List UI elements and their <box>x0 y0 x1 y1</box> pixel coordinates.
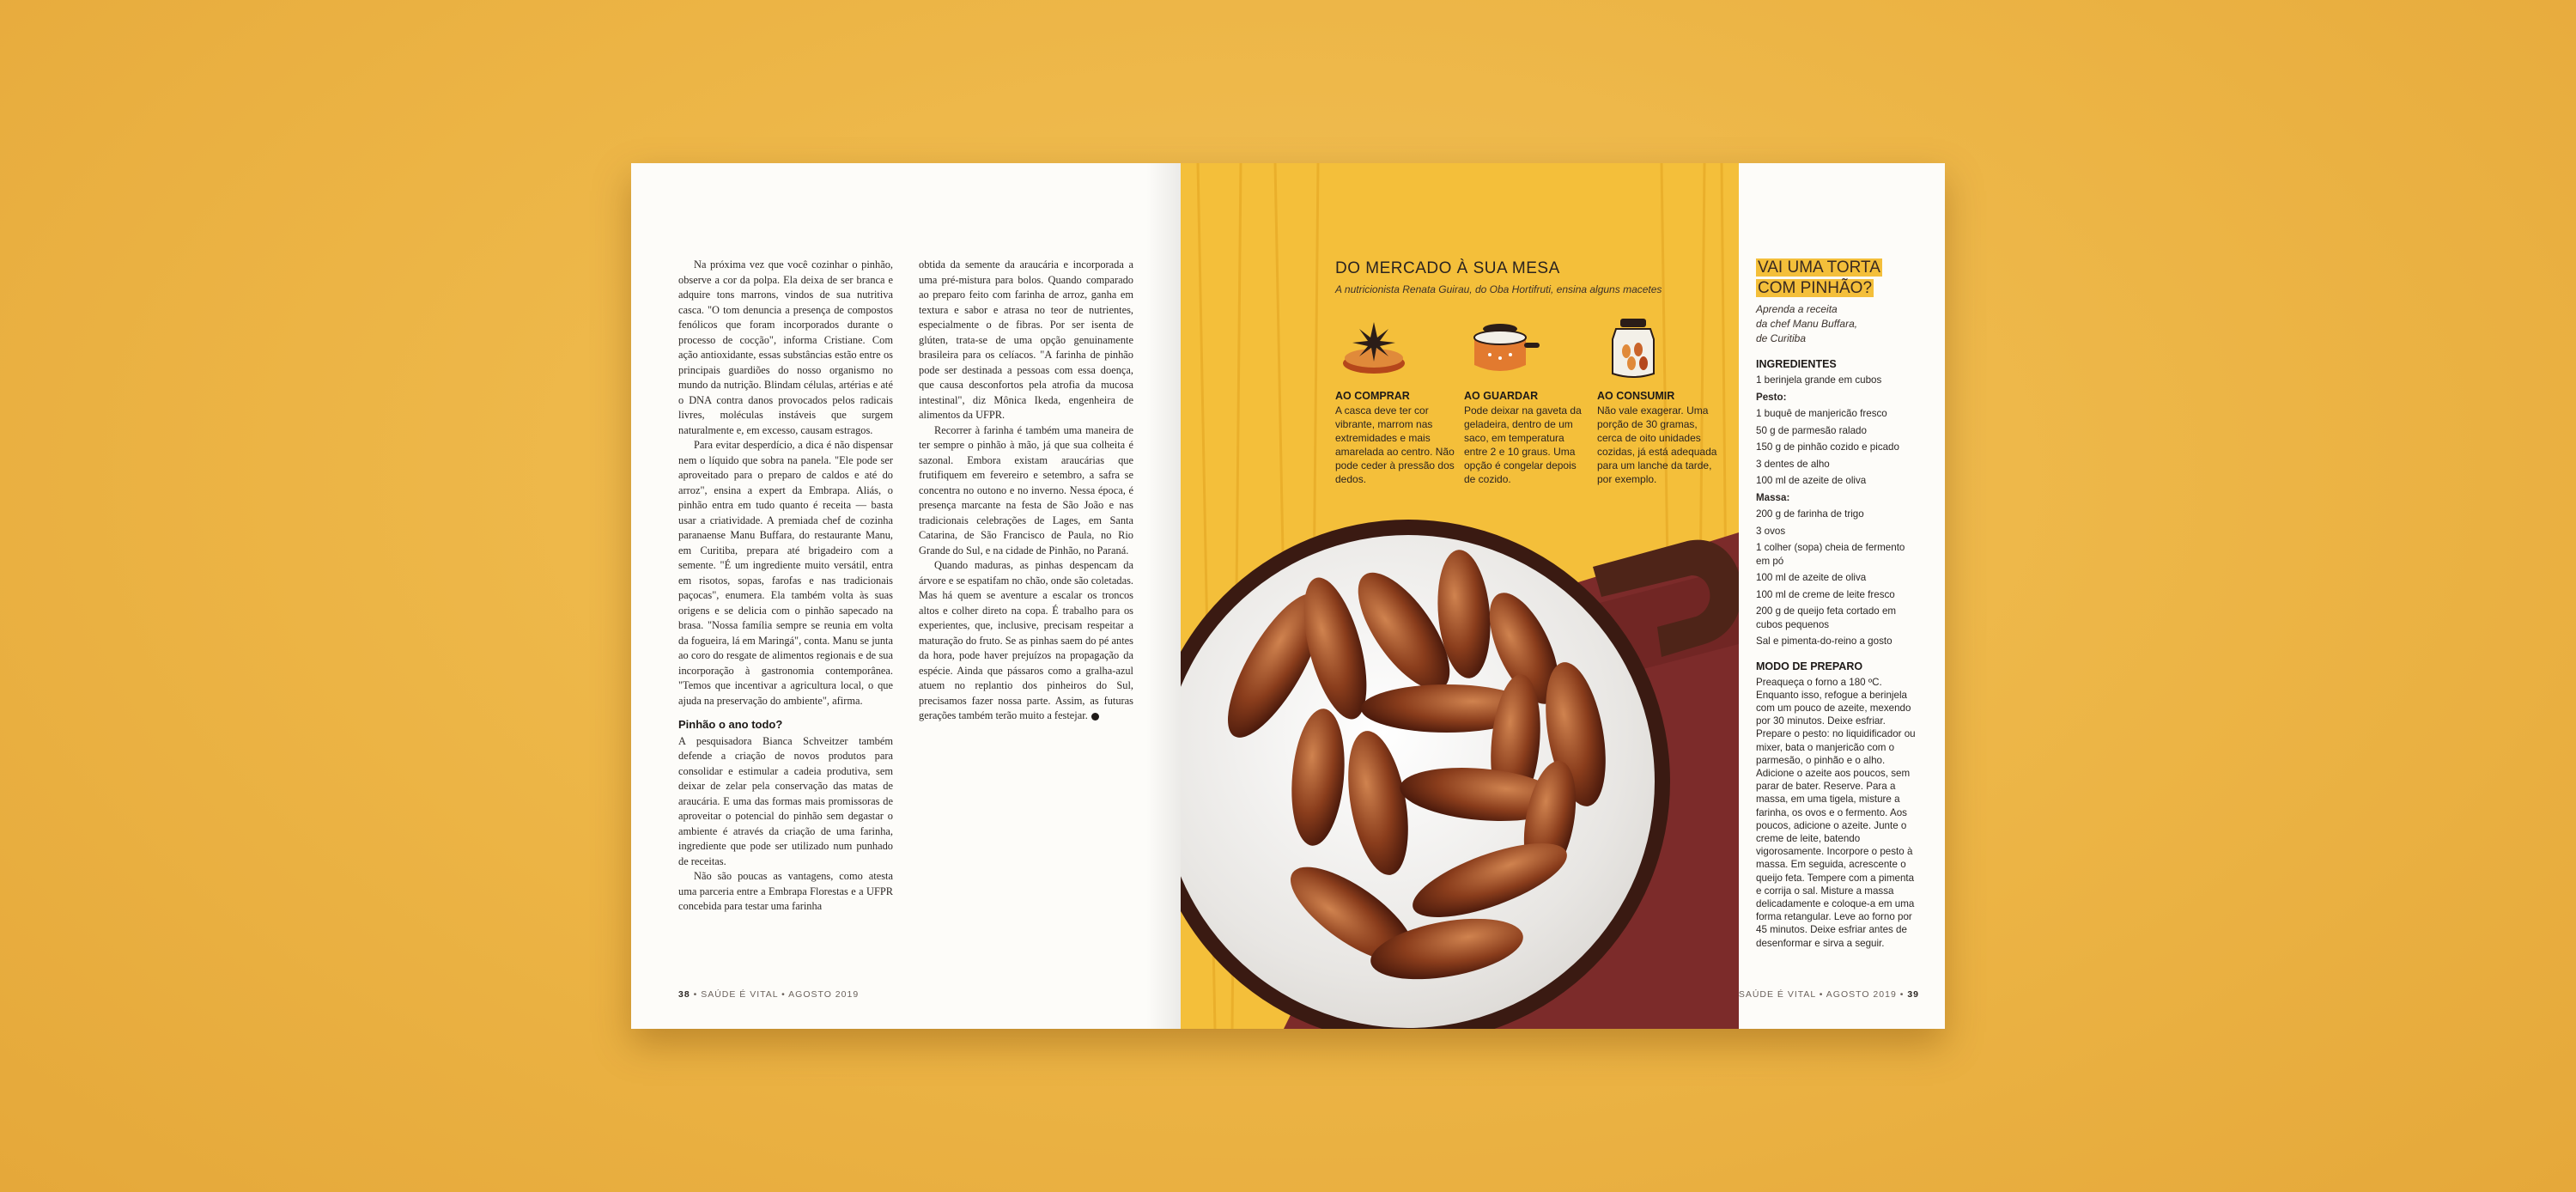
paragraph: Não são poucas as vantagens, como atesta uma parceria entre a Embrapa Florestas e a UFPR concebida para testar uma farinha <box>678 870 893 912</box>
recipe-title <box>1756 258 1919 299</box>
ingredient-item: 100 ml de creme de leite fresco <box>1756 588 1895 600</box>
ingredient-item: Sal e pimenta-do-reino a gosto <box>1756 636 1893 647</box>
ingredient-item: 150 g de pinhão cozido e picado <box>1756 441 1899 453</box>
page-number: 38 <box>678 989 690 1000</box>
jar-icon <box>1597 313 1674 382</box>
recipe-intro-line: de Curitiba <box>1756 332 1807 344</box>
tip-text: Não vale exagerar. Uma porção de 30 gramas, cerca de oito unidades cozidas, já está adequada para um lanche da tarde, por exemplo. <box>1597 404 1717 485</box>
illustration-panel <box>1181 163 1739 1029</box>
ingredient-item: 50 g de parmesão ralado <box>1756 424 1867 436</box>
ingredients-list <box>1756 374 1919 648</box>
box-subtitle: A nutricionista Renata Guirau, do Oba Hortifruti, ensina alguns macetes <box>1335 283 1662 295</box>
page-folio-left <box>678 989 859 1000</box>
paragraph <box>919 558 1133 724</box>
page-number: 39 <box>1907 989 1919 1000</box>
paragraph: obtida da semente da araucária e incorporada a uma pré-mistura para bolos. Quando comparado ao preparo feito com farinha de arroz, ganha em textura e sabor e atrasa no teor de nutrientes, especialmente o de fibras. Por ser isenta de glúten, trata-se de uma opção genuinamente brasileira para os celíacos. "A farinha de pinhão pode ser destinada a pessoas com essa doença, que causa desconfortos pela atrofia da mucosa intestinal", diz Mônica Ikeda, engenheira de alimentos da UFPR. <box>919 258 1133 421</box>
tip-title: AO GUARDAR <box>1464 390 1539 402</box>
subheading: Pinhão o ano todo? <box>678 718 783 731</box>
page-folio-right <box>1739 989 1919 1000</box>
ingredient-item: 3 ovos <box>1756 525 1786 537</box>
tip-title: AO CONSUMIR <box>1597 390 1675 402</box>
prep-heading: MODO DE PREPARO <box>1756 660 1863 672</box>
ingredient-item: 100 ml de azeite de oliva <box>1756 572 1867 583</box>
paragraph: Recorrer à farinha é também uma maneira de ter sempre o pinhão à mão, já que sua colheita é sazonal. Embora existam araucárias que frutifiquem em fevereiro e setembro, a safra se concentra no outono e no inverno. Nessa época, é presença marcante na festa de São João e nas tradicionais celebrações de Lages, em Santa Catarina, de São Francisco de Paula, no Rio Grande do Sul, e na cidade de Pinhão, no Paraná. <box>919 423 1133 556</box>
paragraph: Para evitar desperdício, a dica é não dispensar nem o líquido que sobra na panela. "Ele pode ser aproveitado para o preparo de caldos e até do arroz", ensina a expert da Embrapa. Aliás, o pinhão entra em tudo quanto é receita — basta usar a criatividade. A premiada chef de cozinha paranaense Manu Buffara, do restaurante Manu, em Curitiba, prepara até brigadeiro com a semente. "É um ingrediente muito versátil, entra em risotos, sopas, farofas e nas tradicionais paçocas", enumera. Ela também volta às suas origens e se delicia com o pinhão sapecado na brasa. "Nossa família sempre se reunia em volta da fogueira, lá em Maringá", conta. Manu se junta ao coro do resgate de alimentos regionais e de sua incorporação à gastronomia contemporânea. "Temos que incentivar a agricultura local, o que ajuda na preservação do ambiente", afirma. <box>678 439 893 707</box>
paragraph: A pesquisadora Bianca Schveitzer também defende a criação de novos produtos para consolidar e estimular a cadeia produtiva, sem deixar de zelar pela conservação das matas de araucária. E uma das formas mais promissoras de aproveitar o potencial do pinhão sem degastar o ambiente é através da criação de uma farinha, ingrediente que pode ser utilizado num punhado de receitas. <box>678 734 893 867</box>
gutter-shadow <box>1146 163 1181 1029</box>
cooking-pot-icon <box>1464 313 1541 382</box>
paragraph: Na próxima vez que você cozinhar o pinhão, observe a cor da polpa. Ela deixa de ser branca e adquire tons marrons, vindos de sua nutritiva casca. "O tom denuncia a presença de compostos fenólicos que foram incorporados durante o processo de cocção", informa Cristiane. Com ação antioxidante, essas substâncias estão entre os principais guardiões do nosso organismo no mundo da nutrição. Blindam células, artérias e até o DNA contra danos provocados pelos radicais livres, moléculas instáveis que surgem naturalmente e, em excesso, causam estragos. <box>678 258 893 436</box>
pot-with-pinhoes <box>1181 520 1670 1029</box>
tip-title: AO COMPRAR <box>1335 390 1410 402</box>
folio-text: SAÚDE É VITAL • AGOSTO 2019 • <box>1738 989 1905 1000</box>
recipe-intro-line: da chef Manu Buffara, <box>1756 318 1858 330</box>
left-page <box>631 163 1181 1029</box>
pinecone-seed-icon <box>1335 313 1413 382</box>
recipe-intro <box>1756 302 1919 346</box>
ingredient-item: 1 buquê de manjericão fresco <box>1756 408 1887 419</box>
ingredient-item: 200 g de farinha de trigo <box>1756 508 1864 520</box>
ingredient-item: 3 dentes de alho <box>1756 458 1830 470</box>
text-column-2 <box>919 258 1133 724</box>
recipe-title-line: VAI UMA TORTA <box>1758 258 1880 277</box>
box-title: DO MERCADO À SUA MESA <box>1335 259 1560 277</box>
recipe-sidebar <box>1756 258 1919 950</box>
pinhao-seeds <box>1181 520 1670 1029</box>
recipe-title-line: COM PINHÃO? <box>1758 279 1873 297</box>
recipe-intro-line: Aprenda a receita <box>1756 303 1838 315</box>
ingredient-item: 200 g de queijo feta cortado em cubos pequenos <box>1756 605 1897 630</box>
tip-text: A casca deve ter cor vibrante, marrom nas extremidades e mais amarelada ao centro. Não pode ceder à pressão dos dedos. <box>1335 404 1455 485</box>
ingredient-group-label: Massa: <box>1756 491 1790 503</box>
paragraph-text: Quando maduras, as pinhas despencam da árvore e se espatifam no chão, onde são coletadas. Mas há quem se aventure a escalar os troncos altos e colher direto na copa. É trabalho para os experientes, que, inclusive, precisam respeitar a maturação do fruto. Se as pinhas saem do pé antes da hora, pode haver prejuízos na propagação da espécie. Ainda que pássaros como a gralha-azul atuem no replantio dos pinheiros do Sul, precisamos fazer nossa parte. Assim, as futuras gerações também terão muito a festejar. <box>919 559 1133 721</box>
ingredient-group-label: Pesto: <box>1756 391 1787 403</box>
text-column-1 <box>678 258 893 915</box>
magazine-spread <box>631 163 1945 1029</box>
ingredients-heading: INGREDIENTES <box>1756 358 1837 370</box>
tip-ao-guardar <box>1464 313 1589 486</box>
ingredient-item: 1 colher (sopa) cheia de fermento em pó <box>1756 542 1905 567</box>
tip-text: Pode deixar na gaveta da geladeira, dentro de um saco, em temperatura entre 2 e 10 graus. Uma opção é congelar depois de cozido. <box>1464 404 1582 485</box>
ingredient-item: 1 berinjela grande em cubos <box>1756 374 1882 386</box>
tip-ao-comprar <box>1335 313 1460 486</box>
right-page <box>1181 163 1945 1029</box>
tip-ao-consumir <box>1597 313 1722 486</box>
ingredient-item: 100 ml de azeite de oliva <box>1756 475 1867 486</box>
end-mark-icon <box>1091 713 1099 721</box>
folio-text: • SAÚDE É VITAL • AGOSTO 2019 <box>693 989 860 1000</box>
prep-text: Preaqueça o forno a 180 ºC. Enquanto isso, refogue a berinjela com um pouco de azeite, mexendo por 30 minutos. Deixe esfriar. Prepare o pesto: no liquidificador ou mixer, bata o manjericão com o parmesão, o pinhão e o alho. Adicione o azeite aos poucos, sem parar de bater. Reserve. Para a massa, em uma tigela, misture a farinha, os ovos e o fermento. Aos poucos, adicione o azeite. Junte o creme de leite, batendo vigorosamente. Incorpore o pesto à massa. Em seguida, acrescente o queijo feta. Tempere com a pimenta e corrija o sal. Misture a massa delicadamente e coloque-a em uma forma retangular. Leve ao forno por 45 minutos. Deixe esfriar antes de desenformar e sirva a seguir. <box>1756 676 1916 949</box>
